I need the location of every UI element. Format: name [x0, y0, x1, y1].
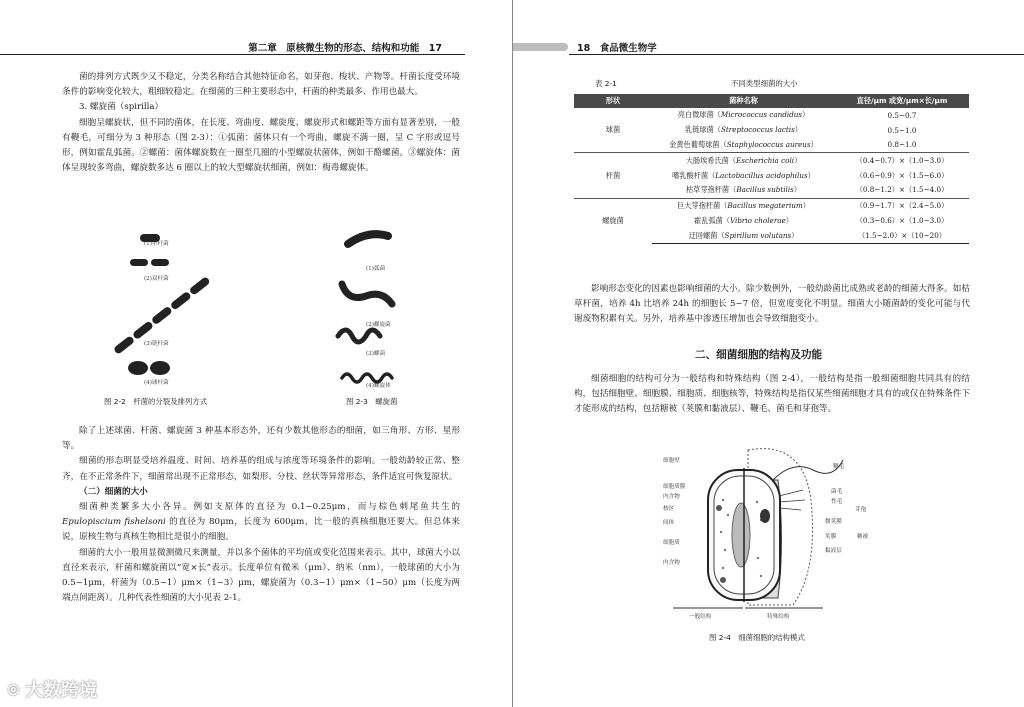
- figure-label: (2)螺旋菌: [366, 322, 391, 328]
- figure-label: 内含物: [663, 494, 680, 500]
- figure-label: 细胞质: [663, 540, 680, 546]
- section-heading: 二、细菌细胞的结构及功能: [695, 349, 823, 361]
- species-cell: [652, 153, 835, 168]
- double-rod-cell: [151, 259, 169, 266]
- species-cn: 霍乱弧菌: [694, 215, 723, 225]
- running-header: 第二章 原核微生物的形态、结构和功能 17: [248, 43, 442, 54]
- text-block-top: [62, 70, 460, 176]
- paren: ）: [810, 139, 818, 149]
- figure-cell-structure: [653, 440, 893, 620]
- paragraph: 影响形态变化的因素也影响细菌的大小。除少数例外，一般幼龄菌比成熟或老龄的细菌大得多。如枯草杆菌，培养 4h 比培养 24h 的细胞长 5~7 倍，但宽度变化不明显。细菌大小随菌龄的变化可能与代谢废物积累有关。另外，培养基中渗透压增加也会导致细胞变小。: [574, 284, 970, 325]
- header-bar: [513, 43, 568, 51]
- species-cn: 嗜乳酸杆菌: [672, 170, 709, 180]
- right-page: [512, 0, 1024, 707]
- figure-caption: 图 2-3 螺旋菌: [346, 397, 398, 406]
- figure-label: (3)螺菌: [366, 351, 386, 357]
- table-row: [574, 153, 969, 168]
- size-cell: （0.6~0.9）×（1.5~6.0）: [855, 170, 949, 180]
- column-header: 菌种名称: [652, 94, 835, 108]
- text-block-2: [574, 372, 970, 418]
- paragraph: 细菌的形态明显受培养温度、时间、培养基的组成与浓度等环境条件的影响。一般幼龄较正常、整齐，在不正常条件下，细菌常出现不正常形态，如梨形、分枝、丝状等异常形态，条件适宜可恢复原状。: [62, 456, 460, 482]
- species-cell: [652, 138, 835, 153]
- text-block-1: [574, 282, 970, 328]
- paragraph: 菌的排列方式既少又不稳定，分类名称结合其他特征命名，如芽孢、梭状、产物等。杆菌长度受环境条件的影响变化较大，粗细较稳定。在细菌的三种主要形态中，杆菌的种类最多、作用也最大。: [62, 72, 460, 98]
- table-body: [574, 108, 969, 244]
- running-header: 18 食品微生物学: [577, 43, 657, 54]
- shape-cell: 球菌: [605, 125, 621, 135]
- size-cell: 0.5~0.7: [887, 110, 917, 120]
- paren: （: [708, 170, 716, 180]
- species-latin: Lactobacillus acidophilus: [715, 170, 808, 180]
- paren: ）: [802, 201, 810, 211]
- species-latin: Bacillus subtilis: [736, 185, 794, 195]
- paren: ）: [802, 110, 810, 120]
- paren: （: [717, 230, 725, 240]
- species-cn: 大肠埃希氏菌: [685, 155, 729, 165]
- paren: （: [729, 185, 737, 195]
- species-latin: Staphylococcus aureus: [726, 139, 811, 149]
- double-rod-cell: [130, 259, 148, 266]
- paren: （: [719, 139, 727, 149]
- figure-label: (1)弧菌: [366, 266, 386, 272]
- text-run: 的直径为 80μm，长度为 600μm，比一般的真核细胞还要大。但总体来说，原核生物与真核生物相比是很小的细胞。: [62, 517, 460, 543]
- paragraph: 细菌的大小一般用显微测微尺来测量，并以多个菌体的平均值或变化范围来表示。其中，球菌大小以直径来表示，杆菌和螺旋菌以“宽×长”表示。长度单位有微米（μm）、纳米（nm），一般球菌的大小为 0.5~1μm，杆菌为（0.5~1）μm×（1~3）μm，螺旋菌为（0.3~1）μm×（1~50）μm（长度为两端点间距离）。几种代表性细菌的大小见表 2-1。: [62, 547, 460, 604]
- figure-label: (3)链杆菌: [144, 341, 169, 347]
- text-block-bottom: [62, 424, 460, 606]
- column-header: 形状: [574, 94, 652, 108]
- paren: （: [728, 155, 737, 165]
- species-cell: [652, 214, 835, 229]
- species-latin: Micrococcus candidus: [720, 110, 803, 120]
- figure-label: 鞭毛: [833, 464, 845, 470]
- figure-caption: 图 2-2 杆菌的分裂及排列方式: [104, 397, 208, 406]
- species-latin: Escherichia coli: [736, 155, 795, 165]
- paren: ）: [785, 215, 793, 225]
- species-cn: 迂回螺菌: [688, 230, 718, 240]
- size-cell: （0.4~0.7）×（1.0~3.0）: [835, 153, 969, 168]
- paragraph: 除了上述球菌、杆菌、螺旋菌 3 种基本形态外，还有少数其他形态的细菌，如三角形、方形、星形等。: [62, 426, 460, 452]
- species-cn: 亮白微球菌: [677, 110, 714, 120]
- size-cell: 0.8~1.0: [887, 140, 917, 150]
- spiral-cell: [338, 330, 380, 342]
- paragraph: [62, 500, 460, 546]
- species-cell: [652, 168, 835, 183]
- species-latin: Vibrio cholerae: [729, 215, 786, 225]
- paren: ）: [807, 170, 815, 180]
- table-row: [574, 198, 969, 213]
- table-number: 表 2-1: [595, 79, 617, 88]
- figure-label: 芽孢: [855, 507, 867, 513]
- header-rule: [569, 54, 1024, 55]
- shape-cell: 螺旋菌: [574, 198, 652, 243]
- size-cell: （0.8~1.2）×（1.5~4.0）: [855, 185, 949, 195]
- paren: ）: [791, 230, 799, 240]
- figure-label: (4)螺旋体: [366, 383, 391, 389]
- species-name: Epulopiscium fishelsoni: [62, 517, 166, 528]
- figure-label: 一般结构: [689, 614, 712, 620]
- vibrio-cell: [348, 234, 388, 244]
- watermark: ⌾ 大数跨境: [8, 680, 98, 701]
- figure-label: (4)球杆菌: [144, 380, 169, 386]
- spirillum-cell: [342, 284, 392, 304]
- species-cell: [652, 123, 835, 138]
- figure-label: 糖被: [857, 534, 869, 540]
- column-header: 直径/μm 或宽/μm×长/μm: [835, 94, 969, 108]
- figure-label: 微荚膜: [825, 519, 842, 525]
- bacteria-size-table: [574, 94, 969, 244]
- paragraph: 细菌细胞的结构可分为一般结构和特殊结构（图 2-4），一般结构是指一般细菌细胞共同具有的结构，包括细胞壁、细胞膜、细胞质、细胞核等，特殊结构是指仅某些细菌细胞才具有的或仅在特殊条件下才能形成的结构，包括糖被（荚膜和黏液层）、鞭毛、菌毛和芽孢等。: [574, 374, 970, 415]
- size-cell: （0.9~1.7）×（2.4~5.0）: [835, 198, 969, 213]
- coccobacillus-cell: [128, 361, 148, 375]
- section-heading: （二）细菌的大小: [79, 486, 148, 497]
- header-rule: [0, 54, 465, 55]
- figure-label: 细胞壁: [663, 458, 680, 464]
- paren: ）: [793, 185, 802, 195]
- species-latin: Streptococcus lactis: [720, 125, 795, 135]
- figure-label: 核区: [663, 506, 675, 512]
- figure-label: 性毛: [831, 499, 843, 505]
- paren: （: [720, 201, 728, 211]
- text-run: 细菌种类繁多大小各异。例如支原体的直径为 0.1~0.25μm，而与棕色刺尾鱼共生的: [79, 502, 460, 513]
- paragraph: 细胞呈螺旋状，但不同的菌体，在长度、弯曲度、螺旋度、螺旋形式和螺距等方面有显著差别，一般有鞭毛，可细分为 3 种形态（图 2-3）：①弧菌：菌体只有一个弯曲，螺旋不满一圈，呈 C 字形或逗号形，例如霍乱弧菌。②螺菌：菌体螺旋数在一圈至几圈的小型螺旋状菌体，例如干酪螺菌。③螺旋体：菌体呈现较多弯曲，螺旋数多达 6 圈以上的较大型螺旋状细菌，例如：梅毒螺旋体。: [62, 117, 460, 174]
- figure-label: 细胞质膜: [663, 484, 686, 490]
- size-cell: （1.5~2.0）×（10~20）: [835, 228, 969, 243]
- paren: （: [722, 215, 730, 225]
- figure-label: (2)双杆菌: [144, 276, 169, 282]
- nucleoid: [732, 503, 750, 567]
- figure-label: 菌毛: [831, 489, 843, 495]
- table-row: [574, 108, 969, 123]
- figure-caption: 图 2-4 细菌细胞的结构模式: [709, 633, 805, 642]
- species-cell: [652, 228, 835, 243]
- species-cn: 金黄色葡萄球菌: [669, 139, 720, 149]
- figure-label: (1)单杆菌: [144, 241, 169, 247]
- species-cell: [652, 198, 835, 213]
- paren: （: [713, 125, 721, 135]
- species-cell: [652, 183, 835, 198]
- section-heading: 3. 螺旋菌（spirilla）: [79, 102, 164, 113]
- paren: ）: [794, 155, 802, 165]
- paren: （: [713, 110, 721, 120]
- figure-bacteria-shapes: [80, 228, 460, 398]
- species-cn: 巨大芽孢杆菌: [677, 201, 721, 211]
- species-latin: Spirillum volutans: [724, 230, 792, 240]
- figure-label: 内含物: [663, 560, 680, 566]
- species-latin: Bacillus megaterium: [727, 201, 803, 211]
- inclusion-body: [720, 577, 726, 583]
- table-header-row: [574, 94, 969, 108]
- figure-label: 荚膜: [825, 534, 837, 540]
- figure-label: 间体: [663, 520, 675, 526]
- watermark-text: 大数跨境: [25, 680, 98, 701]
- paren: ）: [794, 125, 802, 135]
- species-cn: 枯草芽孢杆菌: [685, 185, 730, 195]
- shape-cell: 杆菌: [574, 153, 652, 198]
- spore: [760, 509, 770, 523]
- species-cn: 乳链球菌: [685, 125, 714, 135]
- figure-label: 特殊结构: [767, 614, 790, 620]
- species-cell: [652, 108, 835, 123]
- pili: [779, 490, 805, 510]
- table-title: 不同类型细菌的大小: [731, 79, 798, 88]
- coccobacillus-cell: [150, 361, 170, 375]
- figure-label: 黏液层: [825, 548, 842, 554]
- size-cell: 0.5~1.0: [887, 125, 917, 135]
- inclusion-body: [716, 505, 722, 511]
- size-cell: （0.3~0.6）×（1.0~3.0）: [855, 215, 949, 225]
